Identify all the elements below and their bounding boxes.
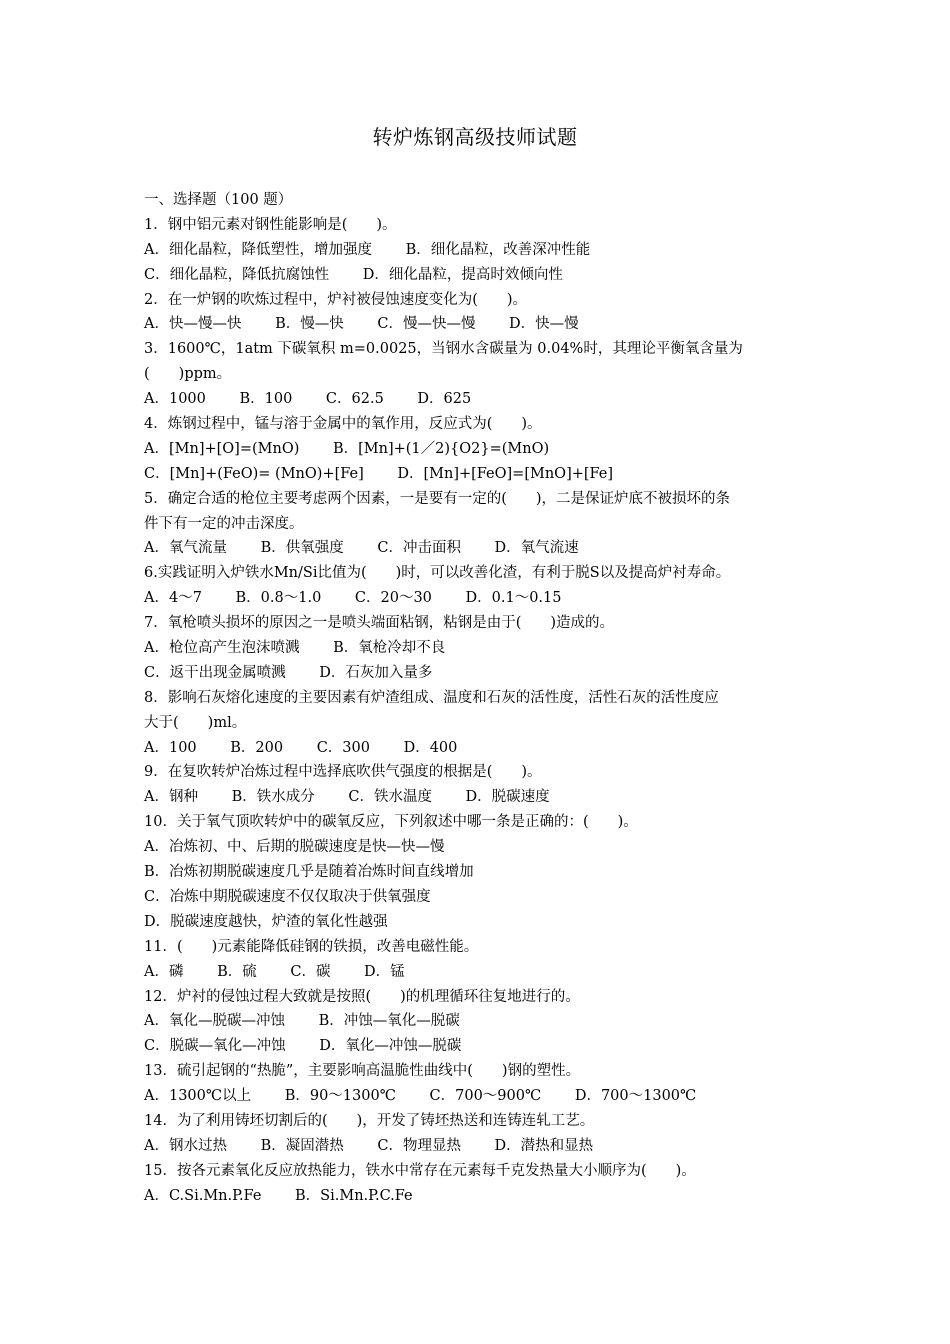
option-line: A．4～7 B．0.8～1.0 C．20～30 D．0.1～0.15	[144, 590, 562, 607]
question-line: 4．炼钢过程中，锰与溶于金属中的氧作用，反应式为( )。	[144, 416, 542, 433]
option-line: C．细化晶粒，降低抗腐蚀性 D．细化晶粒，提高时效倾向性	[144, 266, 563, 283]
option-line: A．氧气流量 B．供氧强度 C．冲击面积 D．氧气流速	[144, 540, 579, 557]
option-line: A．100 B．200 C．300 D．400	[144, 739, 458, 756]
option-line: C．返干出现金属喷溅 D．石灰加入量多	[144, 664, 433, 681]
option-line: A．枪位高产生泡沫喷溅 B．氧枪冷却不良	[144, 640, 446, 657]
option-line: A．细化晶粒，降低塑性，增加强度 B．细化晶粒，改善深冲性能	[144, 241, 591, 258]
question-continuation: 大于( )ml。	[144, 714, 247, 731]
question-line: 1．钢中铝元素对钢性能影响是( )。	[144, 216, 397, 233]
option-line: A．1000 B．100 C．62.5 D．625	[144, 391, 472, 408]
question-line: 10．关于氧气顶吹转炉中的碳氧反应，下列叙述中哪一条是正确的：( )。	[144, 814, 638, 831]
question-line: 11．( )元素能降低硅钢的铁损，改善电磁性能。	[144, 938, 479, 955]
option-line: B．冶炼初期脱碳速度几乎是随着冶炼时间直线增加	[144, 864, 474, 881]
question-line: 15．按各元素氧化反应放热能力，铁水中常存在元素每千克发热量大小顺序为( )。	[144, 1162, 696, 1179]
question-line: 6.实践证明入炉铁水Mn/Si比值为( )时，可以改善化渣，有利于脱S以及提高炉衬寿命。	[144, 565, 731, 582]
question-line: 2．在一炉钢的吹炼过程中，炉衬被侵蚀速度变化为( )。	[144, 291, 528, 308]
document-title: 转炉炼钢高级技师试题	[372, 125, 578, 149]
option-line: C．[Mn]+(FeO)= (MnO)+[Fe] D．[Mn]+[FeO]=[MnO]+[Fe]	[144, 465, 614, 482]
question-line: 9．在复吹转炉冶炼过程中选择底吹供气强度的根据是( )。	[144, 764, 542, 781]
option-line: A．[Mn]+[O]=(MnO) B．[Mn]+(1／2){O2}=(MnO)	[144, 440, 550, 457]
option-line: A．氧化—脱碳—冲蚀 B．冲蚀—氧化—脱碳	[144, 1013, 460, 1030]
question-continuation: ( )ppm。	[144, 366, 232, 383]
option-line: A．冶炼初、中、后期的脱碳速度是快—快—慢	[144, 839, 445, 856]
option-line: A．C.Si.Mn.P.Fe B．Si.Mn.P.C.Fe	[144, 1187, 413, 1204]
document-body	[144, 188, 814, 1209]
option-line: C．脱碳—氧化—冲蚀 D．氧化—冲蚀—脱碳	[144, 1038, 462, 1055]
option-line: A．钢种 B．铁水成分 C．铁水温度 D．脱碳速度	[144, 789, 550, 806]
question-line: 14．为了利用铸坯切割后的( )，开发了铸坯热送和连铸连轧工艺。	[144, 1112, 595, 1129]
option-line: A．磷 B．硫 C．碳 D．锰	[144, 963, 405, 980]
question-line: 5．确定合适的枪位主要考虑两个因素，一是要有一定的( )，二是保证炉底不被损坏的条	[144, 490, 731, 507]
option-line: A．1300℃以上 B．90～1300℃ C．700～900℃ D．700～1300℃	[144, 1088, 697, 1105]
option-line: A．钢水过热 B．凝固潜热 C．物理显热 D．潜热和显热	[144, 1137, 594, 1154]
question-line: 13．硫引起钢的“热脆”，主要影响高温脆性曲线中( )钢的塑性。	[144, 1063, 581, 1080]
question-line: 7．氧枪喷头损坏的原因之一是喷头端面粘钢，粘钢是由于( )造成的。	[144, 615, 615, 632]
question-line: 12．炉衬的侵蚀过程大致就是按照( )的机理循环往复地进行的。	[144, 988, 580, 1005]
question-line: 3．1600℃，1atm 下碳氧积 m=0.0025，当钢水含碳量为 0.04%时，其理论平衡氧含量为	[144, 341, 743, 358]
option-line: A．快—慢—快 B．慢—快 C．慢—快—慢 D．快—慢	[144, 316, 579, 333]
question-continuation: 件下有一定的冲击深度。	[144, 515, 304, 532]
question-line: 8．影响石灰熔化速度的主要因素有炉渣组成、温度和石灰的活性度，活性石灰的活性度应	[144, 689, 719, 706]
section-header: 一、选择题（100 题）	[144, 192, 293, 208]
option-line: C．冶炼中期脱碳速度不仅仅取决于供氧强度	[144, 888, 431, 905]
option-line: D．脱碳速度越快，炉渣的氧化性越强	[144, 913, 388, 930]
